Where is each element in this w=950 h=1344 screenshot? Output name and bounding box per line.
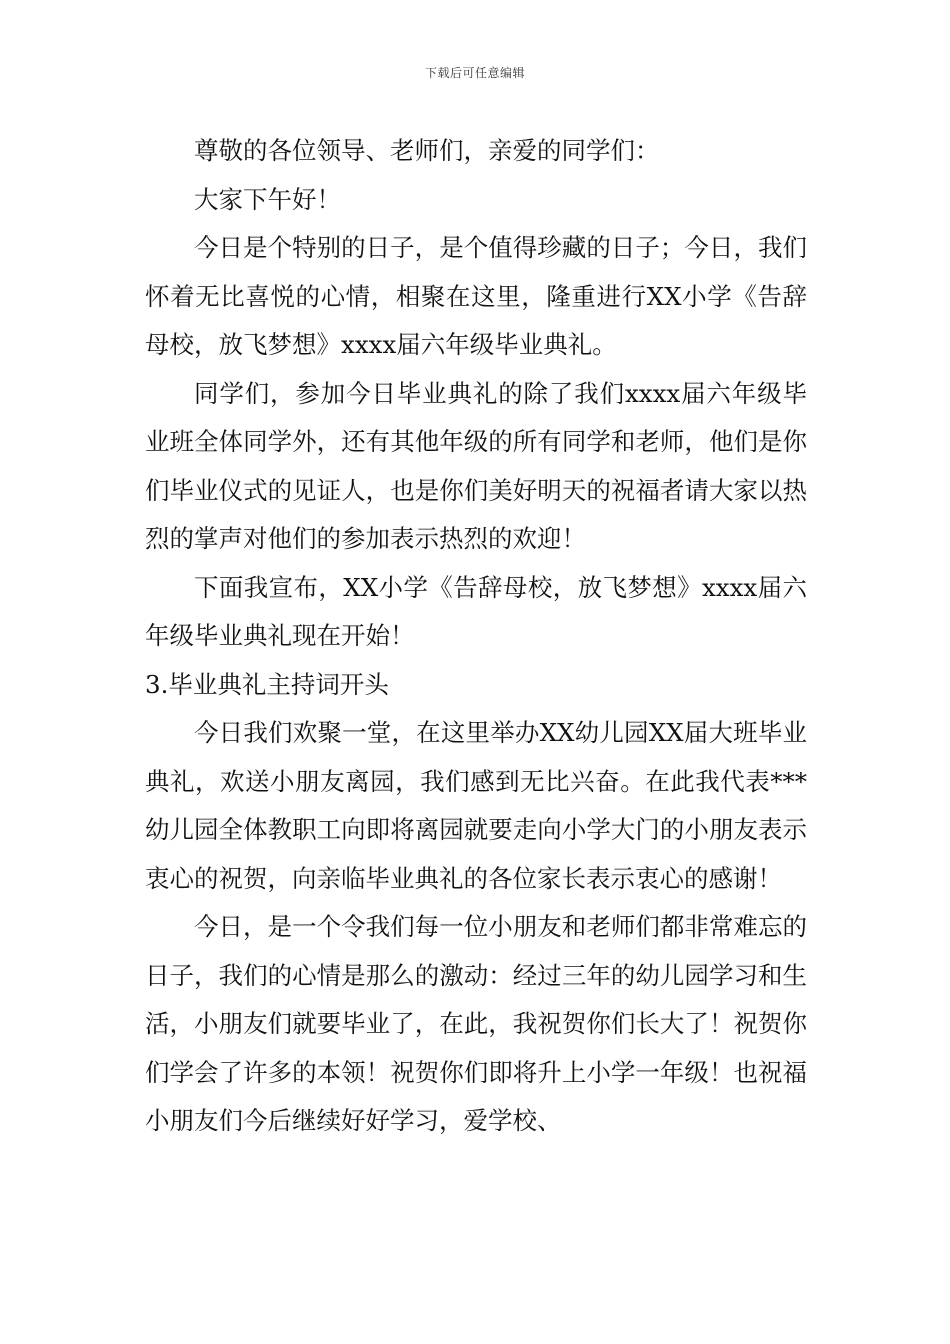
paragraph: 今日我们欢聚一堂，在这里举办XX幼儿园XX届大班毕业典礼，欢送小朋友离园，我们感到无比兴奋。在此我代表***幼儿园全体教职工向即将离园就要走向小学大门的小朋友表示衷心的祝贺，向亲临毕业典礼的各位家长表示衷心的感谢！	[145, 718, 807, 893]
paragraph-greeting: 大家下午好！	[194, 184, 341, 214]
paragraph-salutation: 尊敬的各位领导、老师们，亲爱的同学们：	[194, 136, 660, 165]
paragraph: 下面我宣布，XX小学《告辞母校，放飞梦想》xxxx届六年级毕业典礼现在开始！	[145, 572, 807, 650]
document-body	[145, 127, 807, 1146]
section-heading: 3.毕业典礼主持词开头	[145, 669, 389, 699]
paragraph: 同学们，参加今日毕业典礼的除了我们xxxx届六年级毕业班全体同学外，还有其他年级的所有同学和老师，他们是你们毕业仪式的见证人，也是你们美好明天的祝福者请大家以热烈的掌声对他们的参加表示热烈的欢迎！	[145, 378, 807, 553]
paragraph: 今日，是一个令我们每一位小朋友和老师们都非常难忘的日子，我们的心情是那么的激动：经过三年的幼儿园学习和生活，小朋友们就要毕业了，在此，我祝贺你们长大了！祝贺你们学会了许多的本领！祝贺你们即将升上小学一年级！也祝福小朋友们今后继续好好学习，爱学校、	[145, 912, 807, 1135]
paragraph: 今日是个特别的日子，是个值得珍藏的日子；今日，我们怀着无比喜悦的心情，相聚在这里，隆重进行XX小学《告辞母校，放飞梦想》xxxx届六年级毕业典礼。	[145, 233, 807, 359]
page-header: 下载后可任意编辑	[424, 66, 525, 80]
